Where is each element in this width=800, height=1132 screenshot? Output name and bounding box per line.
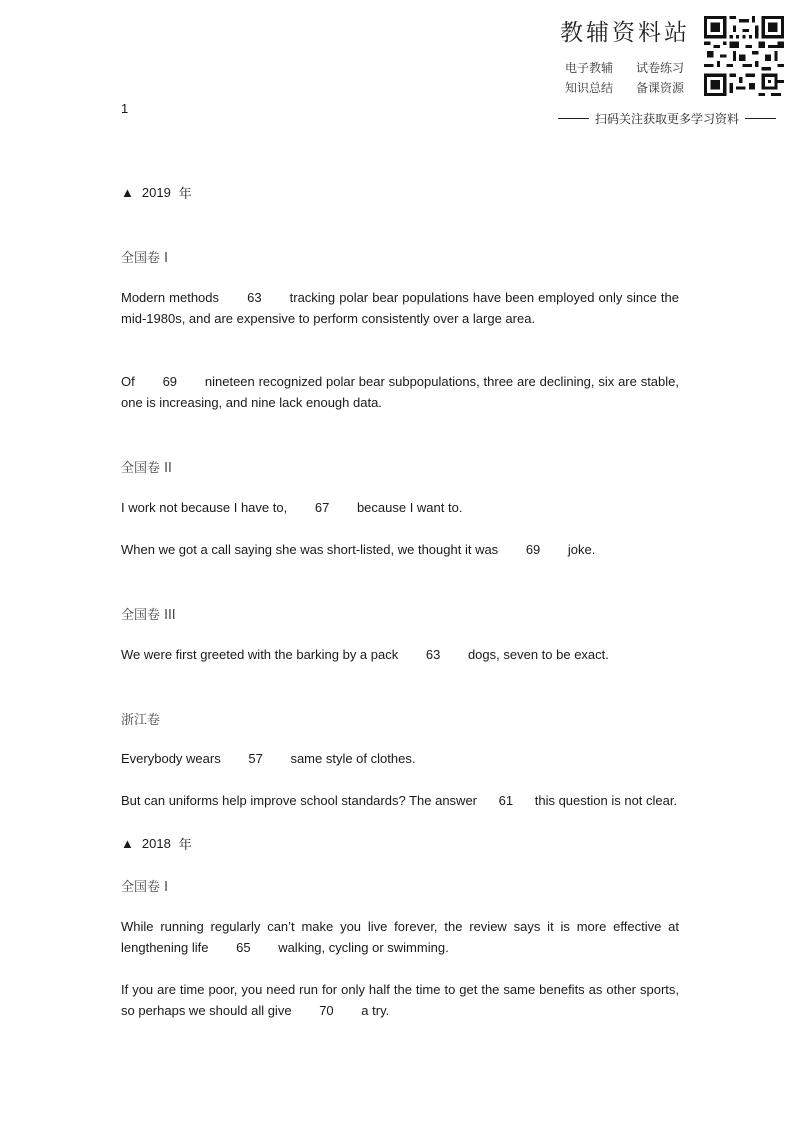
- year-unit: 年: [178, 837, 192, 852]
- divider-right: [745, 118, 776, 119]
- brand-title: 教辅资料站: [560, 20, 690, 46]
- question-text-post: because I want to.: [356, 500, 463, 515]
- page-number: 1: [121, 101, 129, 116]
- year-heading-2019: [121, 183, 192, 202]
- question-text-post: a try.: [361, 1003, 390, 1018]
- question-text-post: tracking polar bear populations have been employed only since the mid-1980s, and are expensive to perform consistently over a large area.: [121, 290, 679, 326]
- question-item: [121, 497, 679, 518]
- blank-number: 70: [319, 1003, 334, 1018]
- year-unit: 年: [178, 186, 192, 201]
- section-title: 全国卷 I: [121, 251, 168, 266]
- question-item: [121, 287, 679, 329]
- link-e-books[interactable]: 电子教辅: [565, 61, 614, 75]
- scan-prompt: [558, 110, 776, 127]
- link-teaching-resources[interactable]: 备课资源: [636, 81, 685, 95]
- question-text-pre: When we got a call saying she was short-listed, we thought it was: [121, 542, 499, 557]
- blank-number: 69: [162, 374, 178, 389]
- qr-code-icon[interactable]: [704, 16, 784, 96]
- question-item: [121, 916, 679, 958]
- question-text-pre: We were first greeted with the barking by a pack: [121, 647, 399, 662]
- blank-number: 63: [247, 290, 262, 305]
- question-text-pre: I work not because I have to,: [121, 500, 288, 515]
- question-text-pre: If you are time poor, you need run for only half the time to get the same benefits as other sports, so perhaps we should all give: [121, 982, 679, 1018]
- year-number: 2018: [141, 836, 171, 851]
- question-text-pre: Everybody wears: [121, 751, 221, 766]
- blank-number: 63: [425, 647, 441, 662]
- triangle-icon: ▲: [121, 836, 134, 851]
- question-text-post: same style of clothes.: [290, 751, 416, 766]
- question-text-pre: While running regularly can’t make you live forever, the review says it is more effective at lengthening life: [121, 919, 679, 955]
- year-heading-2018: [121, 834, 192, 853]
- question-item: [121, 644, 679, 665]
- triangle-icon: ▲: [121, 185, 134, 200]
- question-text-post: nineteen recognized polar bear subpopulations, three are declining, six are stable, one is increasing, and nine lack enough data.: [121, 374, 679, 410]
- question-item: [121, 371, 679, 413]
- link-knowledge-summary[interactable]: 知识总结: [565, 81, 614, 95]
- blank-number: 69: [525, 542, 541, 557]
- question-text-post: dogs, seven to be exact.: [467, 647, 609, 662]
- question-item: [121, 790, 679, 811]
- section-title: 全国卷 III: [121, 608, 176, 623]
- scan-text: 扫码关注获取更多学习资料: [595, 112, 740, 126]
- question-text-pre: Of: [121, 374, 135, 389]
- blank-number: 65: [236, 940, 251, 955]
- link-practice-papers[interactable]: 试卷练习: [636, 61, 685, 75]
- question-text-post: this question is not clear.: [534, 793, 678, 808]
- question-item: [121, 539, 679, 560]
- divider-left: [558, 118, 589, 119]
- blank-number: 67: [314, 500, 330, 515]
- blank-number: 61: [498, 793, 514, 808]
- question-text-post: walking, cycling or swimming.: [278, 940, 449, 955]
- question-text-post: joke.: [567, 542, 596, 557]
- blank-number: 57: [248, 751, 263, 766]
- question-item: [121, 748, 679, 769]
- question-text-pre: But can uniforms help improve school standards? The answer: [121, 793, 478, 808]
- question-text-pre: Modern methods: [121, 290, 220, 305]
- section-title: 浙江卷: [121, 713, 161, 728]
- year-number: 2019: [141, 185, 171, 200]
- question-item: [121, 979, 679, 1021]
- section-title: 全国卷 II: [121, 461, 172, 476]
- section-title: 全国卷 I: [121, 880, 168, 895]
